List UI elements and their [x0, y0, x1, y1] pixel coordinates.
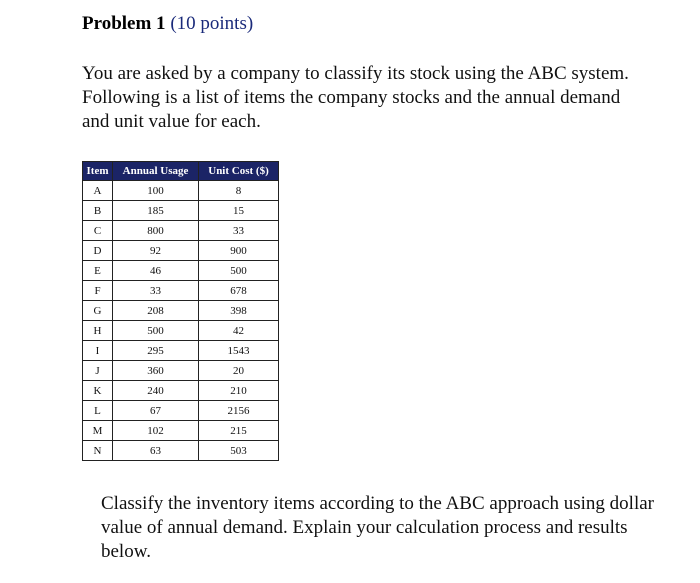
unit-cost-cell: 398 [199, 301, 279, 321]
annual-usage-cell: 240 [113, 381, 199, 401]
unit-cost-cell: 42 [199, 321, 279, 341]
unit-cost-cell: 900 [199, 241, 279, 261]
table-body [83, 181, 279, 461]
item-cell: K [83, 381, 113, 401]
table-row [83, 341, 279, 361]
item-cell: B [83, 201, 113, 221]
item-cell: C [83, 221, 113, 241]
annual-usage-cell: 208 [113, 301, 199, 321]
unit-cost-cell: 500 [199, 261, 279, 281]
annual-usage-cell: 33 [113, 281, 199, 301]
stock-items-table [82, 161, 279, 461]
item-cell: N [83, 441, 113, 461]
annual-usage-cell: 46 [113, 261, 199, 281]
table-row [83, 281, 279, 301]
annual-usage-cell: 100 [113, 181, 199, 201]
item-cell: M [83, 421, 113, 441]
item-cell: E [83, 261, 113, 281]
problem-intro-paragraph: You are asked by a company to classify its stock using the ABC system. Following is a list of items the company stocks and the annual demand and unit value for each. [82, 63, 629, 132]
table-row [83, 421, 279, 441]
unit-cost-cell: 8 [199, 181, 279, 201]
annual-usage-cell: 500 [113, 321, 199, 341]
unit-cost-cell: 678 [199, 281, 279, 301]
annual-usage-cell: 67 [113, 401, 199, 421]
unit-cost-cell: 33 [199, 221, 279, 241]
item-cell: A [83, 181, 113, 201]
table-row [83, 221, 279, 241]
unit-cost-cell: 15 [199, 201, 279, 221]
table-row [83, 241, 279, 261]
item-cell: D [83, 241, 113, 261]
unit-cost-cell: 210 [199, 381, 279, 401]
table-row [83, 201, 279, 221]
unit-cost-cell: 20 [199, 361, 279, 381]
annual-usage-cell: 185 [113, 201, 199, 221]
problem-title: Problem 1 [82, 13, 166, 34]
table-row [83, 181, 279, 201]
header-annual-usage: Annual Usage [113, 162, 199, 181]
unit-cost-cell: 2156 [199, 401, 279, 421]
table-row [83, 401, 279, 421]
table-row [83, 261, 279, 281]
annual-usage-cell: 800 [113, 221, 199, 241]
annual-usage-cell: 360 [113, 361, 199, 381]
table-row [83, 301, 279, 321]
item-cell: L [83, 401, 113, 421]
item-cell: I [83, 341, 113, 361]
table-row [83, 361, 279, 381]
annual-usage-cell: 63 [113, 441, 199, 461]
item-cell: H [83, 321, 113, 341]
table-row [83, 441, 279, 461]
unit-cost-cell: 215 [199, 421, 279, 441]
table-header-row [83, 162, 279, 181]
unit-cost-cell: 503 [199, 441, 279, 461]
item-cell: G [83, 301, 113, 321]
unit-cost-cell: 1543 [199, 341, 279, 361]
table-row [83, 381, 279, 401]
item-cell: F [83, 281, 113, 301]
table-row [83, 321, 279, 341]
annual-usage-cell: 295 [113, 341, 199, 361]
header-unit-cost: Unit Cost ($) [199, 162, 279, 181]
item-cell: J [83, 361, 113, 381]
task-instructions-paragraph: Classify the inventory items according to the ABC approach using dollar value of annual demand. Explain your calculation process and results below. [101, 493, 655, 562]
problem-points: (10 points) [170, 13, 254, 34]
header-item: Item [83, 162, 113, 181]
problem-heading [82, 12, 253, 36]
annual-usage-cell: 92 [113, 241, 199, 261]
annual-usage-cell: 102 [113, 421, 199, 441]
